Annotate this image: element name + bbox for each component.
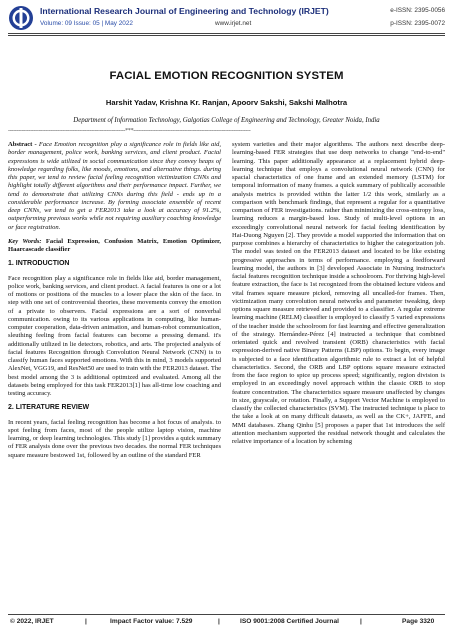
journal-website[interactable]: www.irjet.net: [215, 20, 252, 27]
footer-iso: ISO 9001:2008 Certified Journal: [240, 618, 339, 625]
footer-impact-factor: Impact Factor value: 7.529: [110, 618, 193, 625]
footer-copyright: © 2022, IRJET: [10, 618, 54, 625]
section-heading-literature-review: 2. LITERATURE REVIEW: [8, 404, 90, 412]
paper-title: FACIAL EMOTION RECOGNITION SYSTEM: [109, 70, 344, 82]
paper-authors: Harshit Yadav, Krishna Kr. Ranjan, Apoorv Sakshi, Sakshi Malhotra: [105, 98, 348, 107]
volume-issue: Volume: 09 Issue: 05 | May 2022: [40, 20, 133, 27]
left-column: [8, 141, 221, 466]
footer-rule: [8, 614, 445, 615]
header-rule-2: [8, 35, 445, 36]
right-column: [232, 141, 445, 452]
abstract-label: Abstract -: [8, 141, 37, 148]
footer-separator-1: |: [85, 618, 87, 625]
p-issn: p-ISSN: 2395-0072: [390, 20, 445, 27]
literature-review-text: In recent years, facial feeling recognition has become a hot focus of analysis. to spot feeling from faces, most of the people utilize laptop vision, machine learning, or deep learning technologies. This study [1] provides a quick summary of FER analysis done over the previous two decades. the normal FER techniques square measure bestowed 1st, followed by an outline of the standard FER: [8, 418, 221, 459]
page-header: [0, 0, 453, 40]
footer-page-number: Page 3320: [402, 618, 435, 625]
page-footer: [0, 616, 453, 630]
footer-separator-3: |: [360, 618, 362, 625]
introduction-text: Face recognition play a significance role in fields like aid, border management, police work, banking services, and client product. A facial features is one or a lot of motions or positions of the muscles to a lower place the skin of the face. in step with one set of controversial theories, these movements convey the emotion of a private to observers. Facial expressions are a sort of nonverbal communication. owing to its various applications in computing, like human-computer cooperation, data-driven animation, and human-robot communication, sleuthing feeling from facial features can become a pressing demand. it's additionally utilized in lie detectors, robotics, and arts. The projected analysis of facial features Recognition through Convolution Neural Network (CNN) is to classify human faces supported emotions. With this in mind, 3 models supported AlexNet, VGG19, and ResNet50 are used to train with the FER2013 dataset. The best model among the 3 is additional optimized and evaluated. Among all the datasets being employed for this task FER2013[1] has all-time low coaching and testing accuracy.: [8, 274, 221, 397]
footer-separator-2: |: [218, 618, 220, 625]
journal-title: International Research Journal of Engineering and Technology (IRJET): [40, 6, 329, 16]
irjet-logo-icon: [8, 5, 34, 31]
keywords-label: Key Words:: [8, 237, 42, 245]
header-rule: [8, 33, 445, 34]
abstract-text: Face Emotion recognition play a significance role in fields like aid, border management, police work, banking services, and client product. Facial expressions is wide utilized in social communication since they convey heaps of knowledge regarding folks, like moods, emotions, and alternative things. during this paper, we tend to review facial feeling recognition victimization CNNs and highlight totally different algorithms and their performance impact. Further, we tend to demonstrate that utilizing CNNs during this field - ends up in a considerable performance increase. By forming associate ensemble of recent deep CNNs, we tend to get a FER2013 take a look at accuracy of 91.2%, outperforming previous works while not requiring auxiliary coaching knowledge or face registration.: [8, 141, 221, 231]
abstract: [8, 141, 221, 232]
keywords: [8, 238, 221, 255]
separator-line: ---------------------------------------------------------------------***---------------------------------------------------------------------: [8, 128, 251, 134]
paper-affiliation: Department of Information Technology, Galgotias College of Engineering and Technology, Greater Noida, India: [73, 117, 380, 124]
right-column-text: system varieties and their major algorithms. The authors next describe deep-learning-based FER strategies that use deep networks to change "end-to-end" learning. This paper additionally appearance at a replacement hybrid deep-learning technique that employs a convolutional neural network (CNN) for spacial characteristics of one frame and an extended memory (LSTM) for temporal information of many frames. a quick summary of publically accessible analysis metrics is provided within the latter 1/2 this work, similarly as a comparison with benchmark findings, that represent a regular for a quantitative comparison of FER investigations. rather than minimizing the cross-entropy loss, learning reduces a margin-based loss. Study of multi-level options in an exceedingly convolutional neural network for facial feeling identification by Hai-Duong Nguyen [2]. They provide a model supported the information that on purpose combines a hierarchy of characteristics to higher the categorization job. The model was tested on the FER2013 dataset and located to be like existing progressive approaches in terms of performance. employing a feedforward learning model, the authors in [3] developed Associate in Nursing instructor's facial features recognition technique inside a schoolroom. For thriving high-level feature extraction, the face is 1st recognized from the obtained lecture videos and vital frames square measure picked, removing all uncalled-for frames. Then, victimization many convolution neural networks and parameter tweaking, deep options square measure retrieved and provided to a classifier. A regular extreme learning machine (RELM) classifier is employed to classify 5 varied expressions of the teacher inside the schoolroom for fast learning and effective generalization of the strategy. Hernández-Pérez [4] instructed a technique that combined orientated quick and revolved transient (ORB) characteristics with facial expression-derived native Binary Patterns (LBP) options. To begin, every image is subjected to a face identification algorithmic rule to extract a lot of helpful characteristics. Second, the ORB and LBP options square measure extracted from the face region to spice up process speed; significantly, region division is employed in an exceedingly novel approach within the classic ORB to stop feature concentration. The characteristics square measure unaffected by changes in size, grayscale, or rotation. Finally, a Support Vector Machine is employed to classify the collected characteristics (SVM). The instructed technique is place to the take a look at on many difficult datasets, as well as the CK+, JAFFE, and MMI databases. Zhang Qinhu [5] proposes a paper that 1st introduces the self attention mechanism supported the residual network thought and calculates the relative importance of a location by scheming: [232, 141, 445, 445]
section-heading-introduction: 1. INTRODUCTION: [8, 260, 70, 268]
journal-info-line: [40, 20, 252, 27]
e-issn: e-ISSN: 2395-0056: [390, 7, 445, 14]
keywords-text: Facial Expression, Confusion Matrix, Emotion Optimizer, Haarcascade classifier: [8, 237, 221, 253]
